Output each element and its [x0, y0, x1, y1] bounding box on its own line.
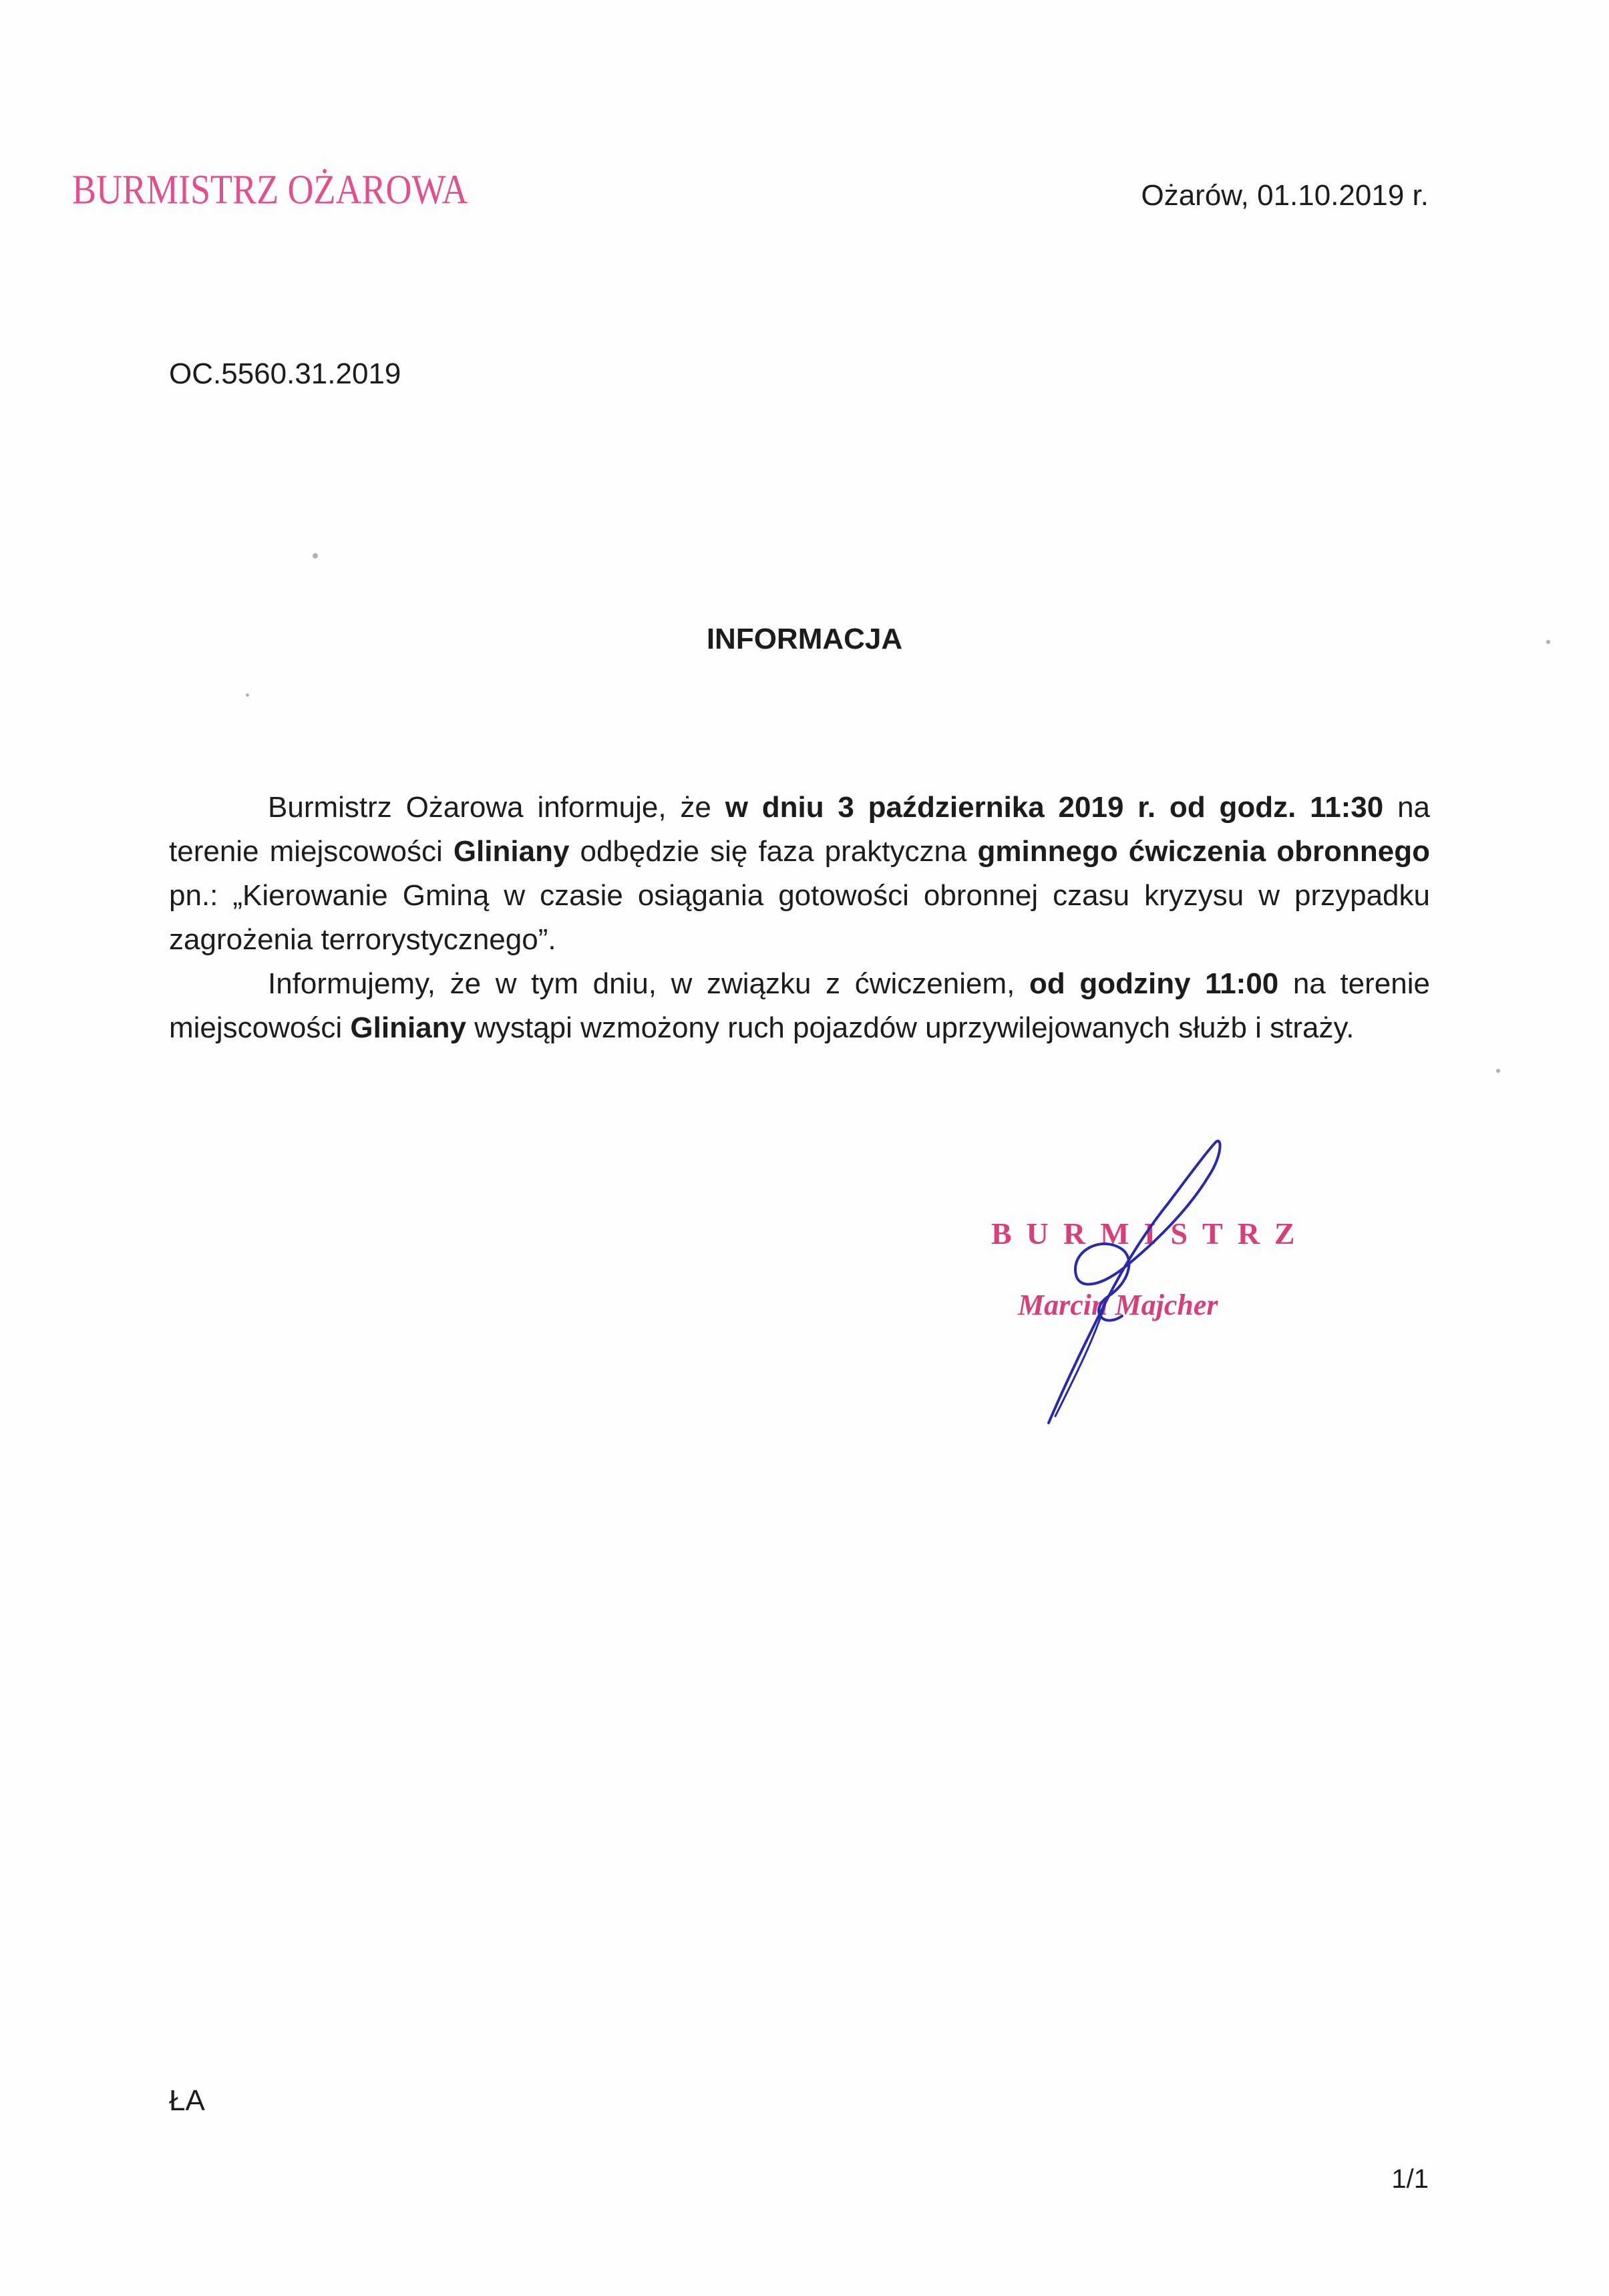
bold-segment: gminnego ćwiczenia obronnego — [977, 835, 1430, 868]
bold-segment: Gliniany — [453, 835, 570, 868]
scan-speck — [1496, 1069, 1500, 1073]
text-segment: na terenie miejscowości — [169, 791, 1431, 868]
bold-segment: w dniu 3 października 2019 r. od godz. 11:30 — [725, 791, 1384, 824]
text-segment: odbędzie się faza praktyczna — [569, 835, 978, 868]
signature-block — [989, 1136, 1309, 1430]
document-body — [169, 786, 1430, 1050]
author-initials: ŁA — [169, 2084, 205, 2117]
scan-speck — [313, 553, 318, 558]
signature-stamp-title: BURMISTRZ — [991, 1216, 1310, 1251]
text-segment: na terenie miejscowości — [169, 967, 1430, 1044]
handwritten-signature — [989, 1136, 1309, 1430]
scan-speck — [246, 693, 249, 697]
bold-segment: od godziny 11:00 — [1029, 967, 1279, 1000]
signature-stamp-name: Marcin Majcher — [1018, 1289, 1218, 1321]
document-date: Ożarów, 01.10.2019 r. — [1141, 179, 1429, 212]
text-segment: wystąpi wzmożony ruch pojazdów uprzywilejowanych służb i straży. — [466, 1011, 1355, 1044]
document-title: INFORMACJA — [706, 623, 903, 655]
scan-speck — [1546, 640, 1550, 644]
text-segment: pn.: „Kierowanie Gminą w czasie osiągania gotowości obronnej czasu kryzysu w przypadku zagrożenia terrorystycznego”. — [169, 879, 1430, 956]
text-segment: Burmistrz Ożarowa informuje, że — [268, 791, 725, 824]
page-number: 1/1 — [1391, 2164, 1429, 2194]
paragraph-1 — [169, 786, 1430, 962]
bold-segment: Gliniany — [350, 1011, 466, 1044]
reference-number: OC.5560.31.2019 — [169, 357, 401, 390]
paragraph-2 — [169, 962, 1430, 1050]
header-stamp: BURMISTRZ OŻAROWA — [72, 166, 468, 213]
text-segment: Informujemy, że w tym dniu, w związku z ćwiczeniem, — [268, 967, 1029, 1000]
